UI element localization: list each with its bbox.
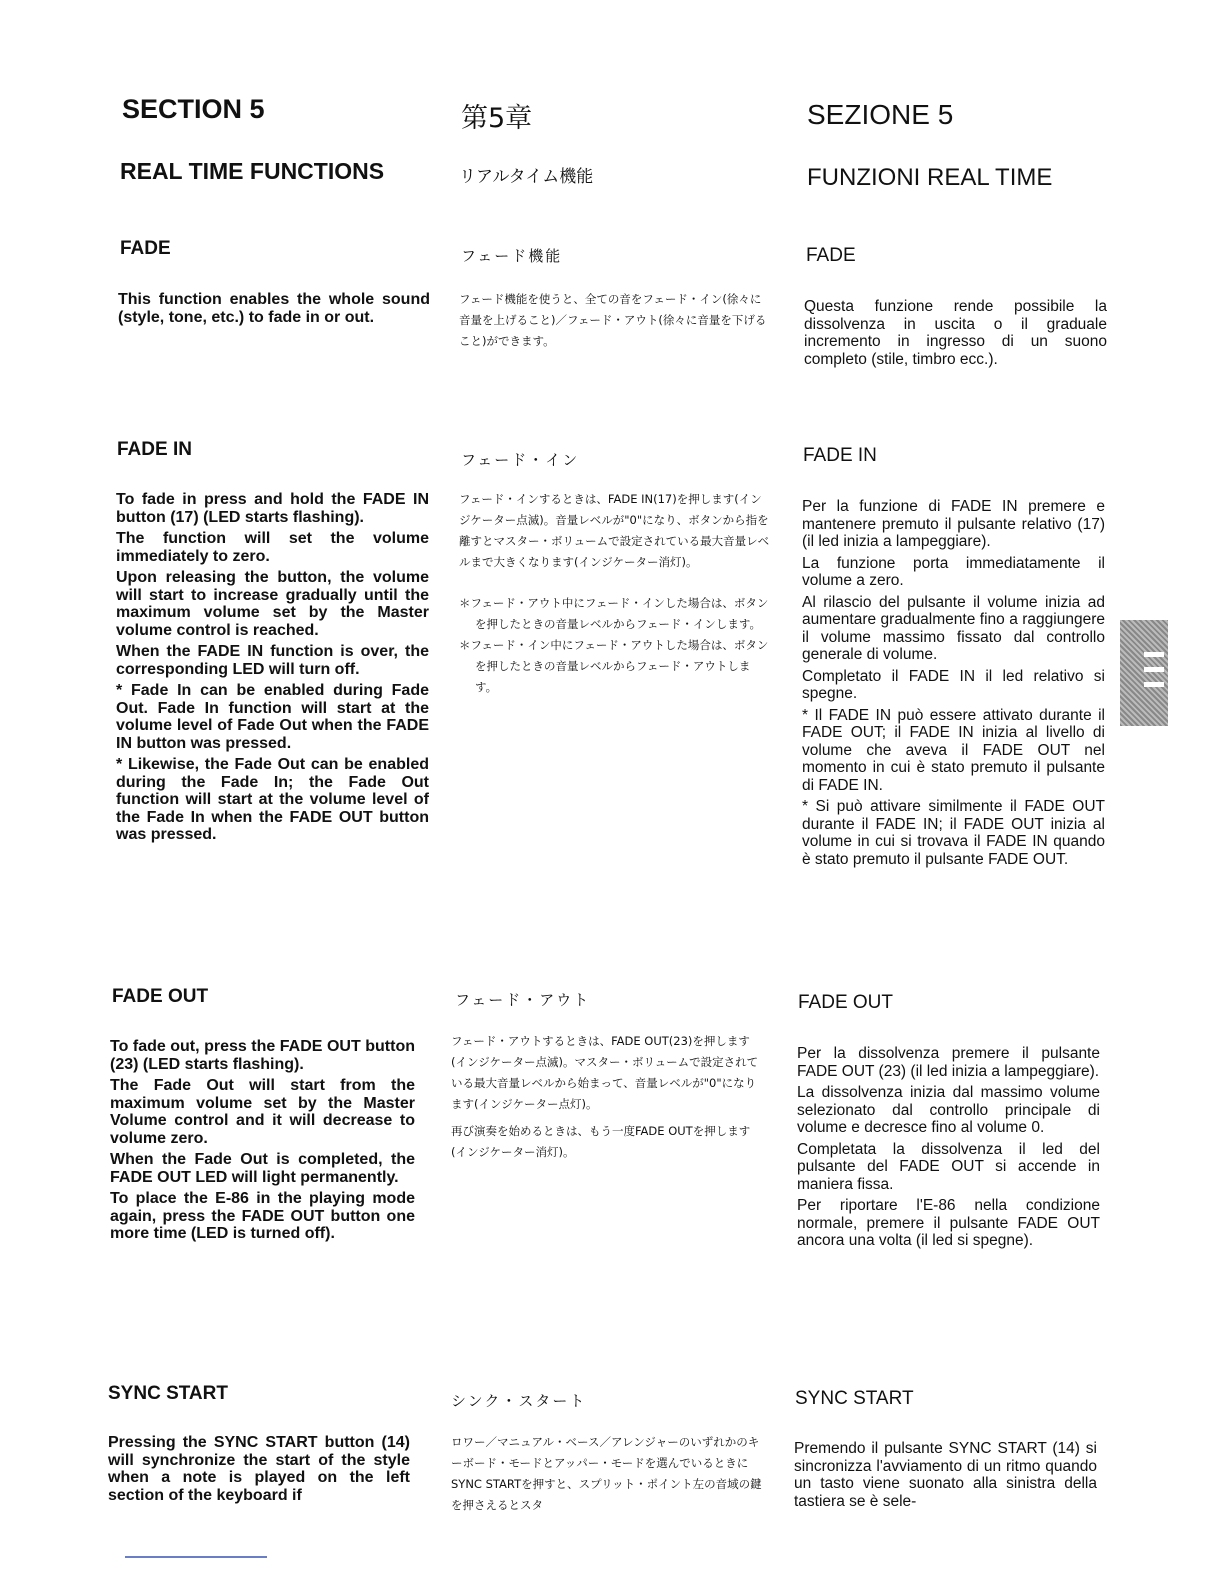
paragraph: The Fade Out will start from the maximum volume set by the Master Volume control and it will decrease to volume zero. <box>110 1077 415 1147</box>
footer-rule <box>125 1556 267 1558</box>
fade-out-body <box>451 1031 763 1169</box>
paragraph: The function will set the volume immediately to zero. <box>116 530 429 565</box>
sync-start-heading: シンク・スタート <box>451 1392 587 1410</box>
paragraph: * Fade In can be enabled during Fade Out. Fade In function will start at the volume level of Fade Out when the FADE IN button was pressed. <box>116 682 429 752</box>
sync-start-heading: SYNC START <box>795 1388 914 1409</box>
paragraph: Al rilascio del pulsante il volume inizia ad aumentare gradualmente fino a raggiungere il volume massimo fissato dal controllo generale di volume. <box>802 593 1105 663</box>
paragraph: La dissolvenza inizia dal massimo volume selezionato dal controllo principale di volume e decresce fino al volume 0. <box>797 1084 1100 1136</box>
sync-start-body <box>108 1434 410 1508</box>
section-title: SECTION 5 <box>122 94 265 124</box>
tab-bars-icon <box>1144 652 1164 697</box>
paragraph: フェード・インするときは、FADE IN(17)を押します(インジケーター点滅)。音量レベルが"0"になり、ボタンから指を離すとマスター・ボリュームで設定されている最大音量レベルまで大きくなります(インジケーター消灯)。 <box>459 492 770 569</box>
fade-in-heading: FADE IN <box>117 439 192 460</box>
section-title: SEZIONE 5 <box>807 99 954 130</box>
paragraph: Premendo il pulsante SYNC START (14) si sincronizza l'avviamento di un ritmo quando un tasto viene suonato alla sinistra della tastiera se è sele- <box>794 1440 1097 1510</box>
fade-out-heading: フェード・アウト <box>455 991 591 1009</box>
paragraph: Upon releasing the button, the volume will start to increase gradually until the maximum volume set by the Master volume control is reached. <box>116 569 429 639</box>
paragraph: フェード機能を使うと、全ての音をフェード・イン(徐々に音量を上げること)／フェード・アウト(徐々に音量を下げること)ができます。 <box>459 292 767 348</box>
fade-in-heading: フェード・イン <box>461 451 580 469</box>
fade-in-body <box>802 498 1105 872</box>
sync-start-heading: SYNC START <box>108 1383 228 1404</box>
fade-in-heading: FADE IN <box>803 445 877 466</box>
paragraph: Per la dissolvenza premere il pulsante FADE OUT (23) (il led inizia a lampeggiare). <box>797 1045 1100 1080</box>
paragraph: * Si può attivare similmente il FADE OUT durante il FADE IN; il FADE OUT inizia al volume in cui si trovava il FADE IN quando è stato premuto il pulsante FADE OUT. <box>802 798 1105 868</box>
fade-heading: フェード機能 <box>461 247 563 265</box>
fade-out-body <box>797 1045 1100 1254</box>
paragraph: * Likewise, the Fade Out can be enabled during the Fade In; the Fade Out function will start at the volume level of the Fade In when the FADE OUT button was pressed. <box>116 756 429 843</box>
note: ＊フェード・イン中にフェード・アウトした場合は、ボタンを押したときの音量レベルからフェード・アウトします。 <box>459 638 769 694</box>
section-subtitle: リアルタイム機能 <box>459 167 594 187</box>
paragraph: Pressing the SYNC START button (14) will synchronize the start of the style when a note is played on the left section of the keyboard if <box>108 1434 410 1504</box>
paragraph: * Il FADE IN può essere attivato durante il FADE OUT; il FADE IN inizia al livello di volume che aveva il FADE OUT nel momento in cui è stato premuto il pulsante di FADE IN. <box>802 706 1105 794</box>
paragraph: La funzione porta immediatamente il volume a zero. <box>802 554 1105 589</box>
fade-body <box>804 298 1107 372</box>
paragraph: Per la funzione di FADE IN premere e mantenere premuto il pulsante relativo (17) (il led inizia a lampeggiare). <box>802 498 1105 550</box>
fade-in-body <box>459 489 771 698</box>
paragraph: ロワー／マニュアル・ベース／アレンジャーのいずれかのキーボード・モードとアッパー・モードを選んでいるときにSYNC STARTを押すと、スプリット・ポイント左の音域の鍵を押さえるとスタ <box>451 1435 762 1512</box>
section-tab-marker <box>1120 620 1168 726</box>
sync-start-body <box>451 1432 763 1522</box>
fade-out-body <box>110 1038 415 1247</box>
fade-body <box>118 291 430 330</box>
fade-out-heading: FADE OUT <box>112 986 209 1007</box>
fade-in-body <box>116 491 429 848</box>
section-title: 第5章 <box>461 103 533 134</box>
paragraph: 再び演奏を始めるときは、もう一度FADE OUTを押します(インジケーター消灯)。 <box>451 1124 751 1159</box>
paragraph: To fade in press and hold the FADE IN button (17) (LED starts flashing). <box>116 491 429 526</box>
paragraph: フェード・アウトするときは、FADE OUT(23)を押します(インジケーター点滅)。マスター・ボリュームで設定されている最大音量レベルから始まって、音量レベルが"0"になります(インジケーター点灯)。 <box>451 1034 759 1111</box>
section-subtitle: REAL TIME FUNCTIONS <box>120 158 385 184</box>
paragraph: Completata la dissolvenza il led del pulsante del FADE OUT si accende in maniera fissa. <box>797 1140 1100 1193</box>
paragraph: To place the E-86 in the playing mode again, press the FADE OUT button one more time (LED is turned off). <box>110 1190 415 1242</box>
note: ＊フェード・アウト中にフェード・インした場合は、ボタンを押したときの音量レベルからフェード・インします。 <box>459 596 769 631</box>
fade-heading: FADE <box>806 245 856 266</box>
paragraph: This function enables the whole sound (style, tone, etc.) to fade in or out. <box>118 291 430 326</box>
fade-out-heading: FADE OUT <box>798 992 894 1013</box>
fade-heading: FADE <box>120 238 171 259</box>
sync-start-body <box>794 1440 1097 1514</box>
paragraph: Questa funzione rende possibile la dissolvenza in uscita o il graduale incremento in ingresso di un suono completo (stile, timbro ecc.). <box>804 298 1107 368</box>
paragraph: To fade out, press the FADE OUT button (23) (LED starts flashing). <box>110 1038 415 1073</box>
section-subtitle: FUNZIONI REAL TIME <box>807 164 1053 191</box>
paragraph: When the Fade Out is completed, the FADE OUT LED will light permanently. <box>110 1151 415 1186</box>
paragraph: Per riportare l'E-86 nella condizione normale, premere il pulsante FADE OUT ancora una volta (il led si spegne). <box>797 1197 1100 1249</box>
paragraph: Completato il FADE IN il led relativo si spegne. <box>802 667 1105 702</box>
paragraph: When the FADE IN function is over, the corresponding LED will turn off. <box>116 643 429 678</box>
fade-body <box>459 289 771 358</box>
